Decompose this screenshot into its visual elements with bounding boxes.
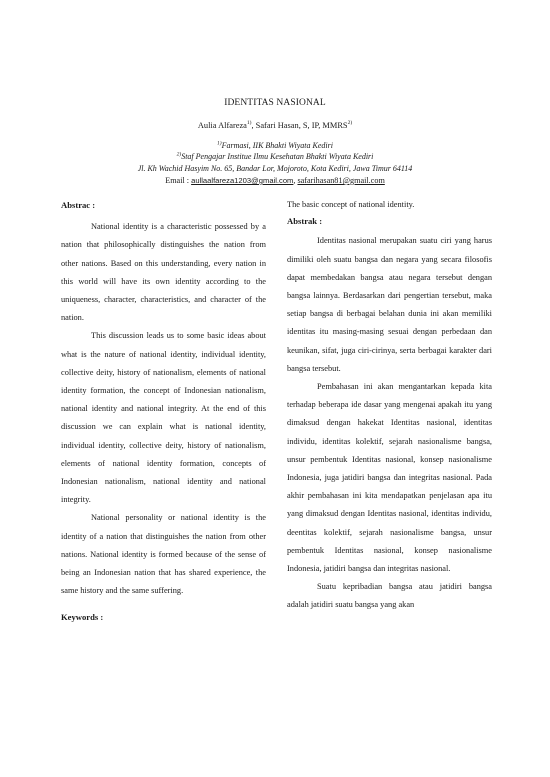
- abstrak-heading: Abstrak :: [287, 216, 323, 227]
- affiliation-text: Farmasi, IIK Bhakti Wiyata Kediri: [221, 141, 333, 150]
- email-link[interactable]: aullaalfareza1203@gmail.com: [191, 176, 294, 185]
- left-column: [61, 196, 266, 627]
- abstract-heading: Abstrac :: [61, 200, 96, 210]
- affiliation-line: [0, 141, 550, 150]
- right-column: [287, 196, 492, 615]
- abstract-paragraph: National personality or national identity is the identity of a nation that distinguishes the nation from other nations. National identity is formed because of the sense of being an Indonesian nation that has shared experience, the same history and the same suffering.: [61, 513, 266, 596]
- abstrak-paragraph: Pembahasan ini akan mengantarkan kepada kita terhadap beberapa ide dasar yang mengenai apakah itu yang dimaksud dengan hakekat Identitas nasional, identitas individu, identitas kolektif, sejarah nasionalisme bangsa, unsur pembentuk Identitas nasional, konsep nasionalisme Indonesia, juga jatidiri bangsa dan integritas nasional. Pada akhir pembahasan ini kita mendapatkan penjelasan apa itu yang dimaksud dengan Identitas nasional, identitas individu, deentitas kolektif, sejarah nasionalisme bangsa, unsur pembentuk Identitas nasional, konsep nasionalisme Indonesia, jatidiri bangsa dan integritas nasional.: [287, 382, 492, 574]
- email-label: Email :: [165, 176, 192, 185]
- email-line: [0, 176, 550, 185]
- email-link[interactable]: safarihasan81@gmail.com: [297, 176, 385, 185]
- keywords-heading: Keywords :: [61, 612, 104, 623]
- paper-title: IDENTITAS NASIONAL: [224, 98, 326, 108]
- author-affiliation-mark: 2): [347, 120, 353, 127]
- keywords-text: The basic concept of national identity.: [287, 200, 415, 209]
- address-line: Jl. Kh Wachid Hasyim No. 65, Bandar Lor, Mojoroto, Kota Kediri, Jawa Timur 64114: [137, 164, 413, 173]
- abstrak-paragraph: Suatu kepribadian bangsa atau jatidiri bangsa adalah jatidiri suatu bangsa yang akan: [287, 582, 492, 610]
- email-separator: ,: [293, 176, 298, 185]
- author-line: [0, 121, 550, 130]
- affiliation-mark: 1): [217, 140, 222, 147]
- affiliation-text: Staf Pengajar Institue Ilmu Kesehatan Bhakti Wiyata Kediri: [181, 152, 374, 161]
- author-name: Aulia Alfareza: [197, 121, 247, 130]
- abstract-paragraph: National identity is a characteristic possessed by a nation that philosophically distinguishes the nation from other nations. Based on this understanding, every nation in this world will have its own identity according to the uniqueness, character, characteristics, and character of the nation.: [61, 222, 266, 323]
- author-separator: ,: [251, 121, 256, 130]
- affiliation-mark: 2): [176, 151, 182, 158]
- abstrak-paragraph: Identitas nasional merupakan suatu ciri yang harus dimiliki oleh suatu bangsa dan negara yang secara filosofis dapat membedakan bangsa atau negara tersebut dengan bangsa lainnya. Berdasarkan dari pengertian tersebut, maka setiap bangsa di berbagai belahan dunia ini akan memiliki identitas itu masing-masing sesuai dengan perbedaan dan keunikan, sifat, juga ciri-cirinya, serta berbagai karakter dari bangsa tersebut.: [287, 236, 492, 373]
- affiliation-line: [0, 152, 550, 161]
- author-name: Safari Hasan, S, IP, MMRS: [255, 121, 348, 130]
- author-affiliation-mark: 1): [246, 120, 252, 127]
- abstract-paragraph: This discussion leads us to some basic ideas about what is the nature of national identity, individual identity, collective deity, history of nationalism, elements of national identity formation, the concept of Indonesian nationalism, national identity and national integrity. At the end of this discussion we can explain what is national identity, individual identity, collective deity, history of nationalism, elements of national identity formation, concepts of Indonesian nationalism, national identity and national integrity.: [61, 331, 266, 505]
